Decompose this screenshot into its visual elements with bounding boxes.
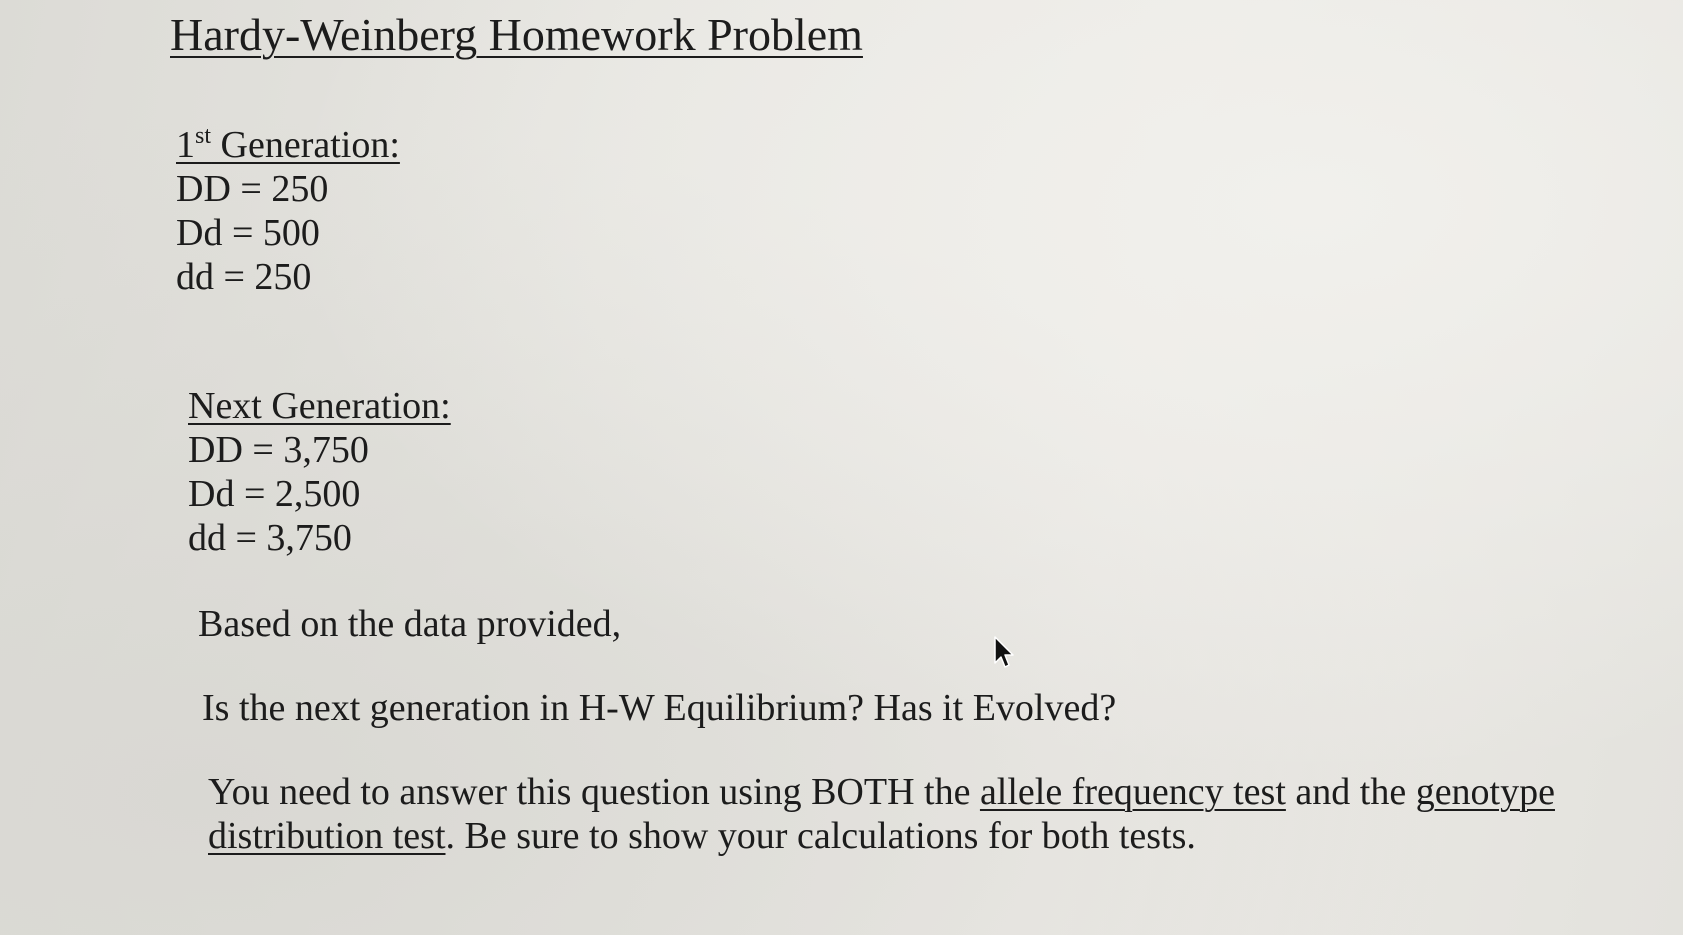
question-intro: Based on the data provided, bbox=[198, 603, 622, 645]
genotype-row-Dd: Dd = 500 bbox=[176, 212, 320, 254]
instructions bbox=[208, 770, 1555, 858]
next-generation-heading: Next Generation: bbox=[188, 385, 451, 427]
genotype-term: genotype bbox=[1415, 771, 1555, 813]
first-generation-block bbox=[176, 114, 400, 299]
genotype-row-Dd: Dd = 2,500 bbox=[188, 473, 361, 515]
page-title: Hardy-Weinberg Homework Problem bbox=[170, 9, 863, 60]
allele-frequency-test-term: allele frequency test bbox=[979, 771, 1286, 813]
genotype-row-DD: DD = 3,750 bbox=[188, 429, 369, 471]
genotype-row-dd: dd = 3,750 bbox=[188, 517, 352, 559]
next-generation-block bbox=[188, 384, 451, 560]
genotype-row-DD: DD = 250 bbox=[176, 168, 329, 210]
distribution-test-term: distribution test bbox=[208, 815, 446, 857]
ordinal-suffix: st bbox=[195, 123, 212, 149]
instructions-text-3: . Be sure to show your calculations for both tests. bbox=[445, 815, 1196, 857]
generation-number: 1 bbox=[176, 124, 195, 166]
generation-heading-text: Generation: bbox=[211, 124, 400, 166]
mouse-pointer-icon bbox=[993, 636, 1015, 670]
instructions-text-1: You need to answer this question using BOTH the bbox=[208, 771, 980, 813]
question-main: Is the next generation in H-W Equilibrium? Has it Evolved? bbox=[202, 687, 1117, 729]
genotype-row-dd: dd = 250 bbox=[176, 256, 312, 298]
first-generation-heading bbox=[176, 114, 400, 167]
instructions-text-2: and the bbox=[1285, 771, 1416, 813]
